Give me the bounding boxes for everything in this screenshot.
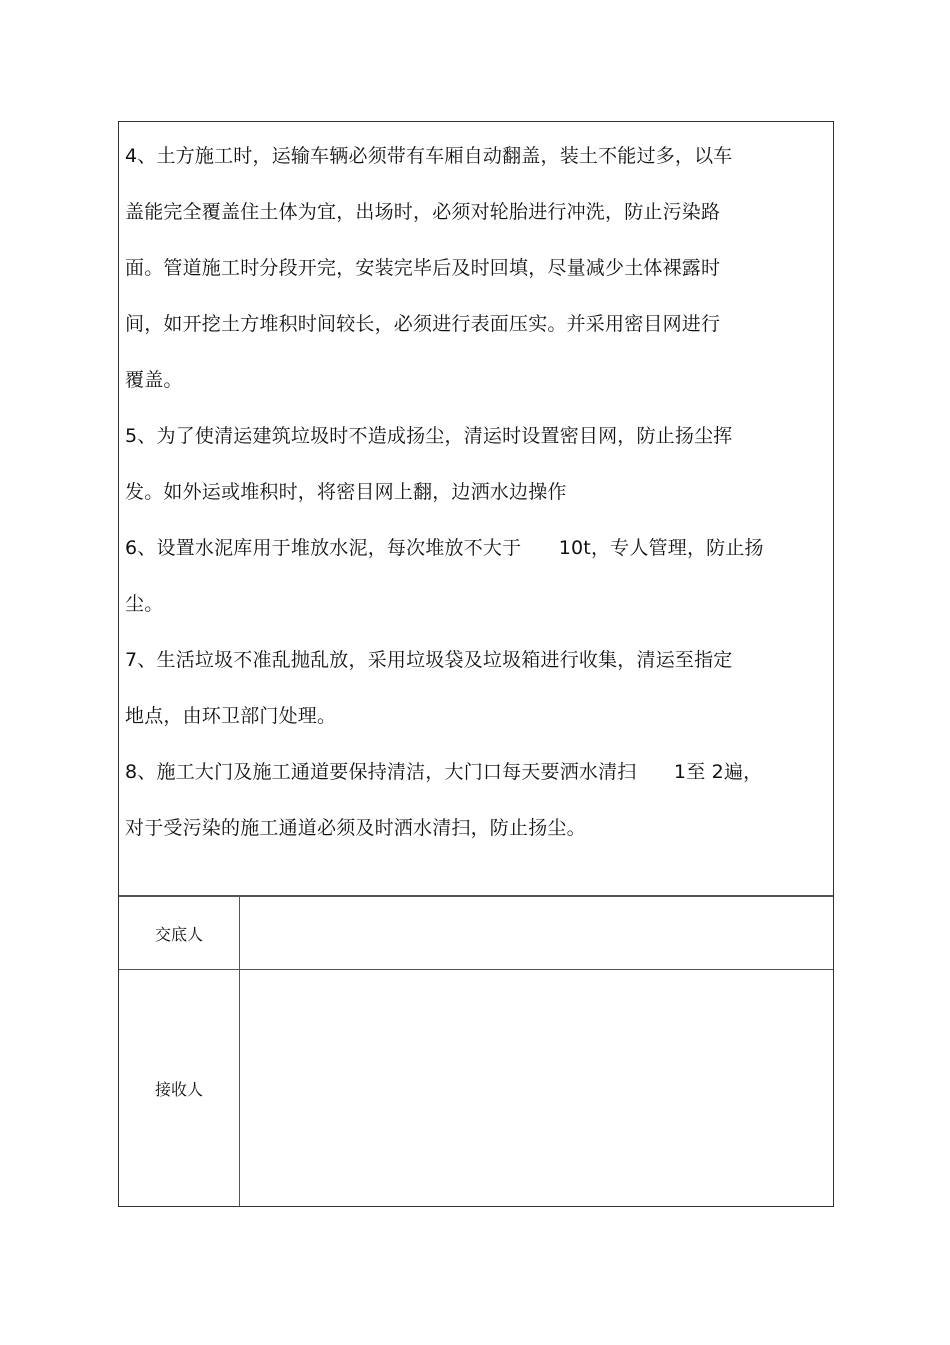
content-line: 7、生活垃圾不准乱抛乱放，采用垃圾袋及垃圾箱进行收集，清运至指定 xyxy=(125,649,733,671)
discloser-signature-field[interactable] xyxy=(240,897,833,969)
content-cell xyxy=(119,122,833,897)
content-line: 5、为了使清运建筑垃圾时不造成扬尘，清运时设置密目网，防止扬尘挥 xyxy=(125,425,733,447)
discloser-label: 交底人 xyxy=(119,897,240,969)
content-line: 6、设置水泥库用于堆放水泥，每次堆放不大于 10t，专人管理，防止扬 xyxy=(125,537,764,559)
content-line: 尘。 xyxy=(125,593,164,615)
content-line: 盖能完全覆盖住土体为宜，出场时，必须对轮胎进行冲洗，防止污染路 xyxy=(125,201,721,223)
content-line: 发。如外运或堆积时，将密目网上翻，边洒水边操作 xyxy=(125,481,567,503)
content-line: 8、施工大门及施工通道要保持清洁，大门口每天要洒水清扫 1至 2遍， xyxy=(125,761,763,783)
disclosure-table xyxy=(118,121,834,1207)
receiver-row xyxy=(119,970,833,1206)
receiver-signature-field[interactable] xyxy=(240,970,833,1206)
content-line: 地点，由环卫部门处理。 xyxy=(125,705,337,727)
discloser-row xyxy=(119,897,833,970)
content-line: 4、土方施工时，运输车辆必须带有车厢自动翻盖，装土不能过多，以车 xyxy=(125,145,733,167)
content-line: 覆盖。 xyxy=(125,369,183,391)
content-line: 对于受污染的施工通道必须及时洒水清扫，防止扬尘。 xyxy=(125,817,586,839)
receiver-label: 接收人 xyxy=(119,970,240,1206)
content-line: 间，如开挖土方堆积时间较长，必须进行表面压实。并采用密目网进行 xyxy=(125,313,721,335)
content-line: 面。管道施工时分段开完，安装完毕后及时回填，尽量减少土体裸露时 xyxy=(125,257,721,279)
